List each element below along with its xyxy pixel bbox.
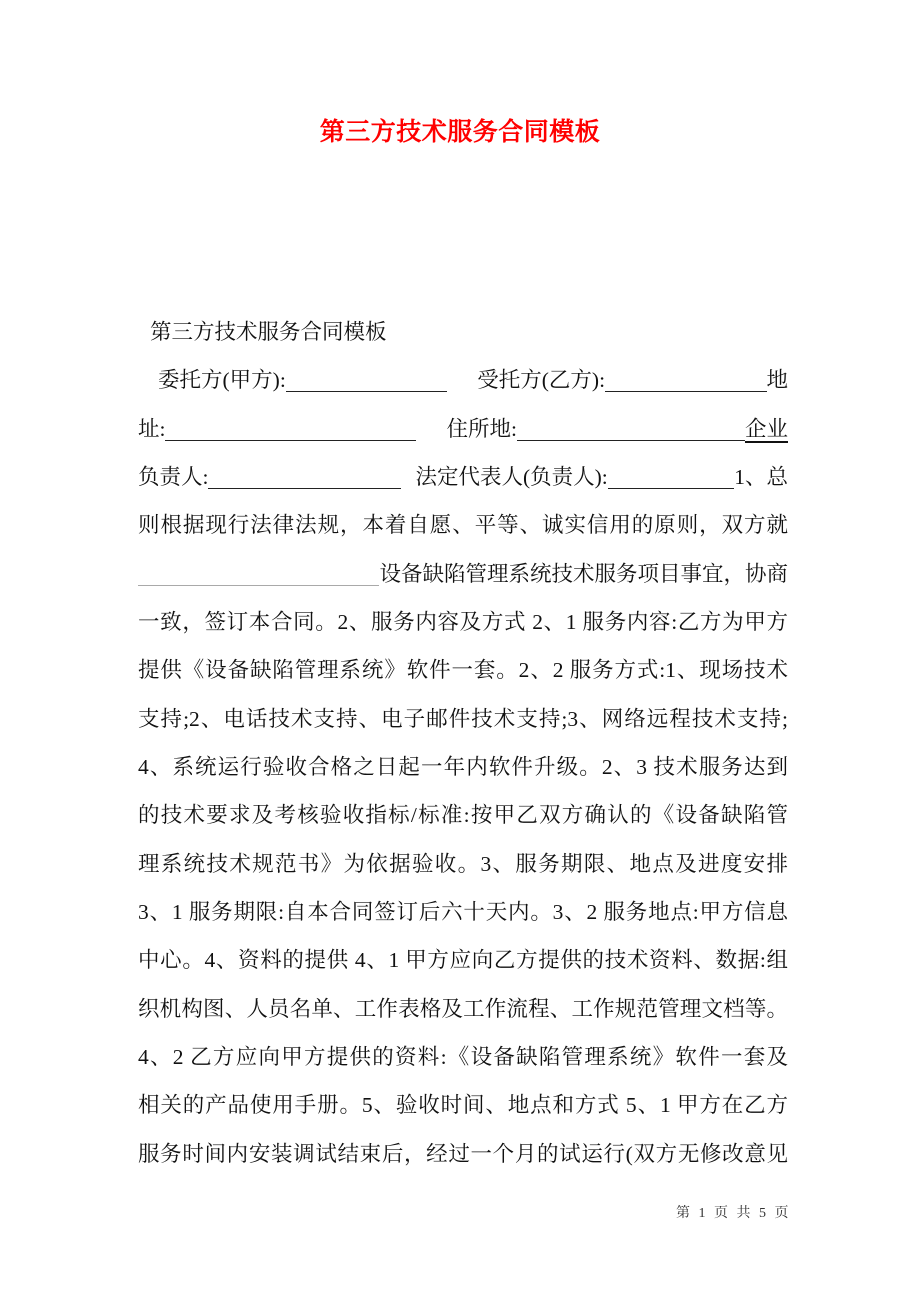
blank-underline-field [165, 405, 416, 453]
page-number-footer [676, 1204, 790, 1224]
document-body [138, 308, 788, 1178]
document-line [138, 405, 788, 453]
field-label: 企业 [744, 416, 788, 441]
document-line: 4、系统运行验收合格之日起一年内软件升级。2、3 技术服务达到 [138, 754, 788, 779]
document-line: 服务时间内安装调试结束后，经过一个月的试运行(双方无修改意见 [138, 1141, 788, 1166]
field-label: 负责人: [138, 464, 209, 489]
field-gap [416, 405, 446, 453]
blank-underline-field [286, 356, 447, 404]
field-label: 住所地: [446, 416, 517, 441]
field-label: 法定代表人(负责人): [415, 464, 608, 489]
document-line: 一致，签订本合同。2、服务内容及方式 2、1 服务内容:乙方为甲方 [138, 609, 788, 634]
blank-underline-field [608, 453, 734, 501]
document-line [138, 356, 788, 404]
field-gap [401, 453, 415, 501]
document-title: 第三方技术服务合同模板 [319, 119, 601, 146]
blank-underline-field [517, 405, 745, 453]
document-line: 织机构图、人员名单、工作表格及工作流程、工作规范管理文档等。 [138, 996, 788, 1021]
field-label: 1、总 [734, 464, 788, 489]
field-gap [447, 356, 477, 404]
document-line: 第三方技术服务合同模板 [150, 320, 387, 344]
page-indicator: 第 1 页 共 5 页 [676, 1206, 790, 1221]
blank-underline-field [208, 453, 401, 501]
blank-underline-field [138, 550, 379, 598]
document-line: 理系统技术规范书》为依据验收。3、服务期限、地点及进度安排 [138, 851, 788, 876]
blank-underline-field [605, 356, 766, 404]
field-label: 设备缺陷管理系统技术服务项目事宜，协商 [379, 561, 788, 586]
document-line: 则根据现行法律法规，本着自愿、平等、诚实信用的原则，双方就 [138, 513, 788, 538]
document-line: 3、1 服务期限:自本合同签订后六十天内。3、2 服务地点:甲方信息 [138, 899, 788, 924]
field-label: 受托方(乙方): [477, 368, 606, 393]
document-line: 支持;2、电话技术支持、电子邮件技术支持;3、网络远程技术支持; [138, 706, 788, 731]
document-line [138, 550, 788, 598]
document-line: 提供《设备缺陷管理系统》软件一套。2、2 服务方式:1、现场技术 [138, 658, 788, 683]
document-line: 中心。4、资料的提供 4、1 甲方应向乙方提供的技术资料、数据:组 [138, 948, 788, 973]
document-line: 的技术要求及考核验收指标/标准:按甲乙双方确认的《设备缺陷管 [138, 803, 788, 828]
field-label: 址: [138, 416, 166, 441]
document-line: 4、2 乙方应向甲方提供的资料:《设备缺陷管理系统》软件一套及 [138, 1044, 788, 1069]
document-line [138, 453, 788, 501]
field-label: 委托方(甲方): [158, 368, 286, 393]
document-line: 相关的产品使用手册。5、验收时间、地点和方式 5、1 甲方在乙方 [138, 1093, 788, 1118]
field-label: 地 [766, 368, 789, 393]
